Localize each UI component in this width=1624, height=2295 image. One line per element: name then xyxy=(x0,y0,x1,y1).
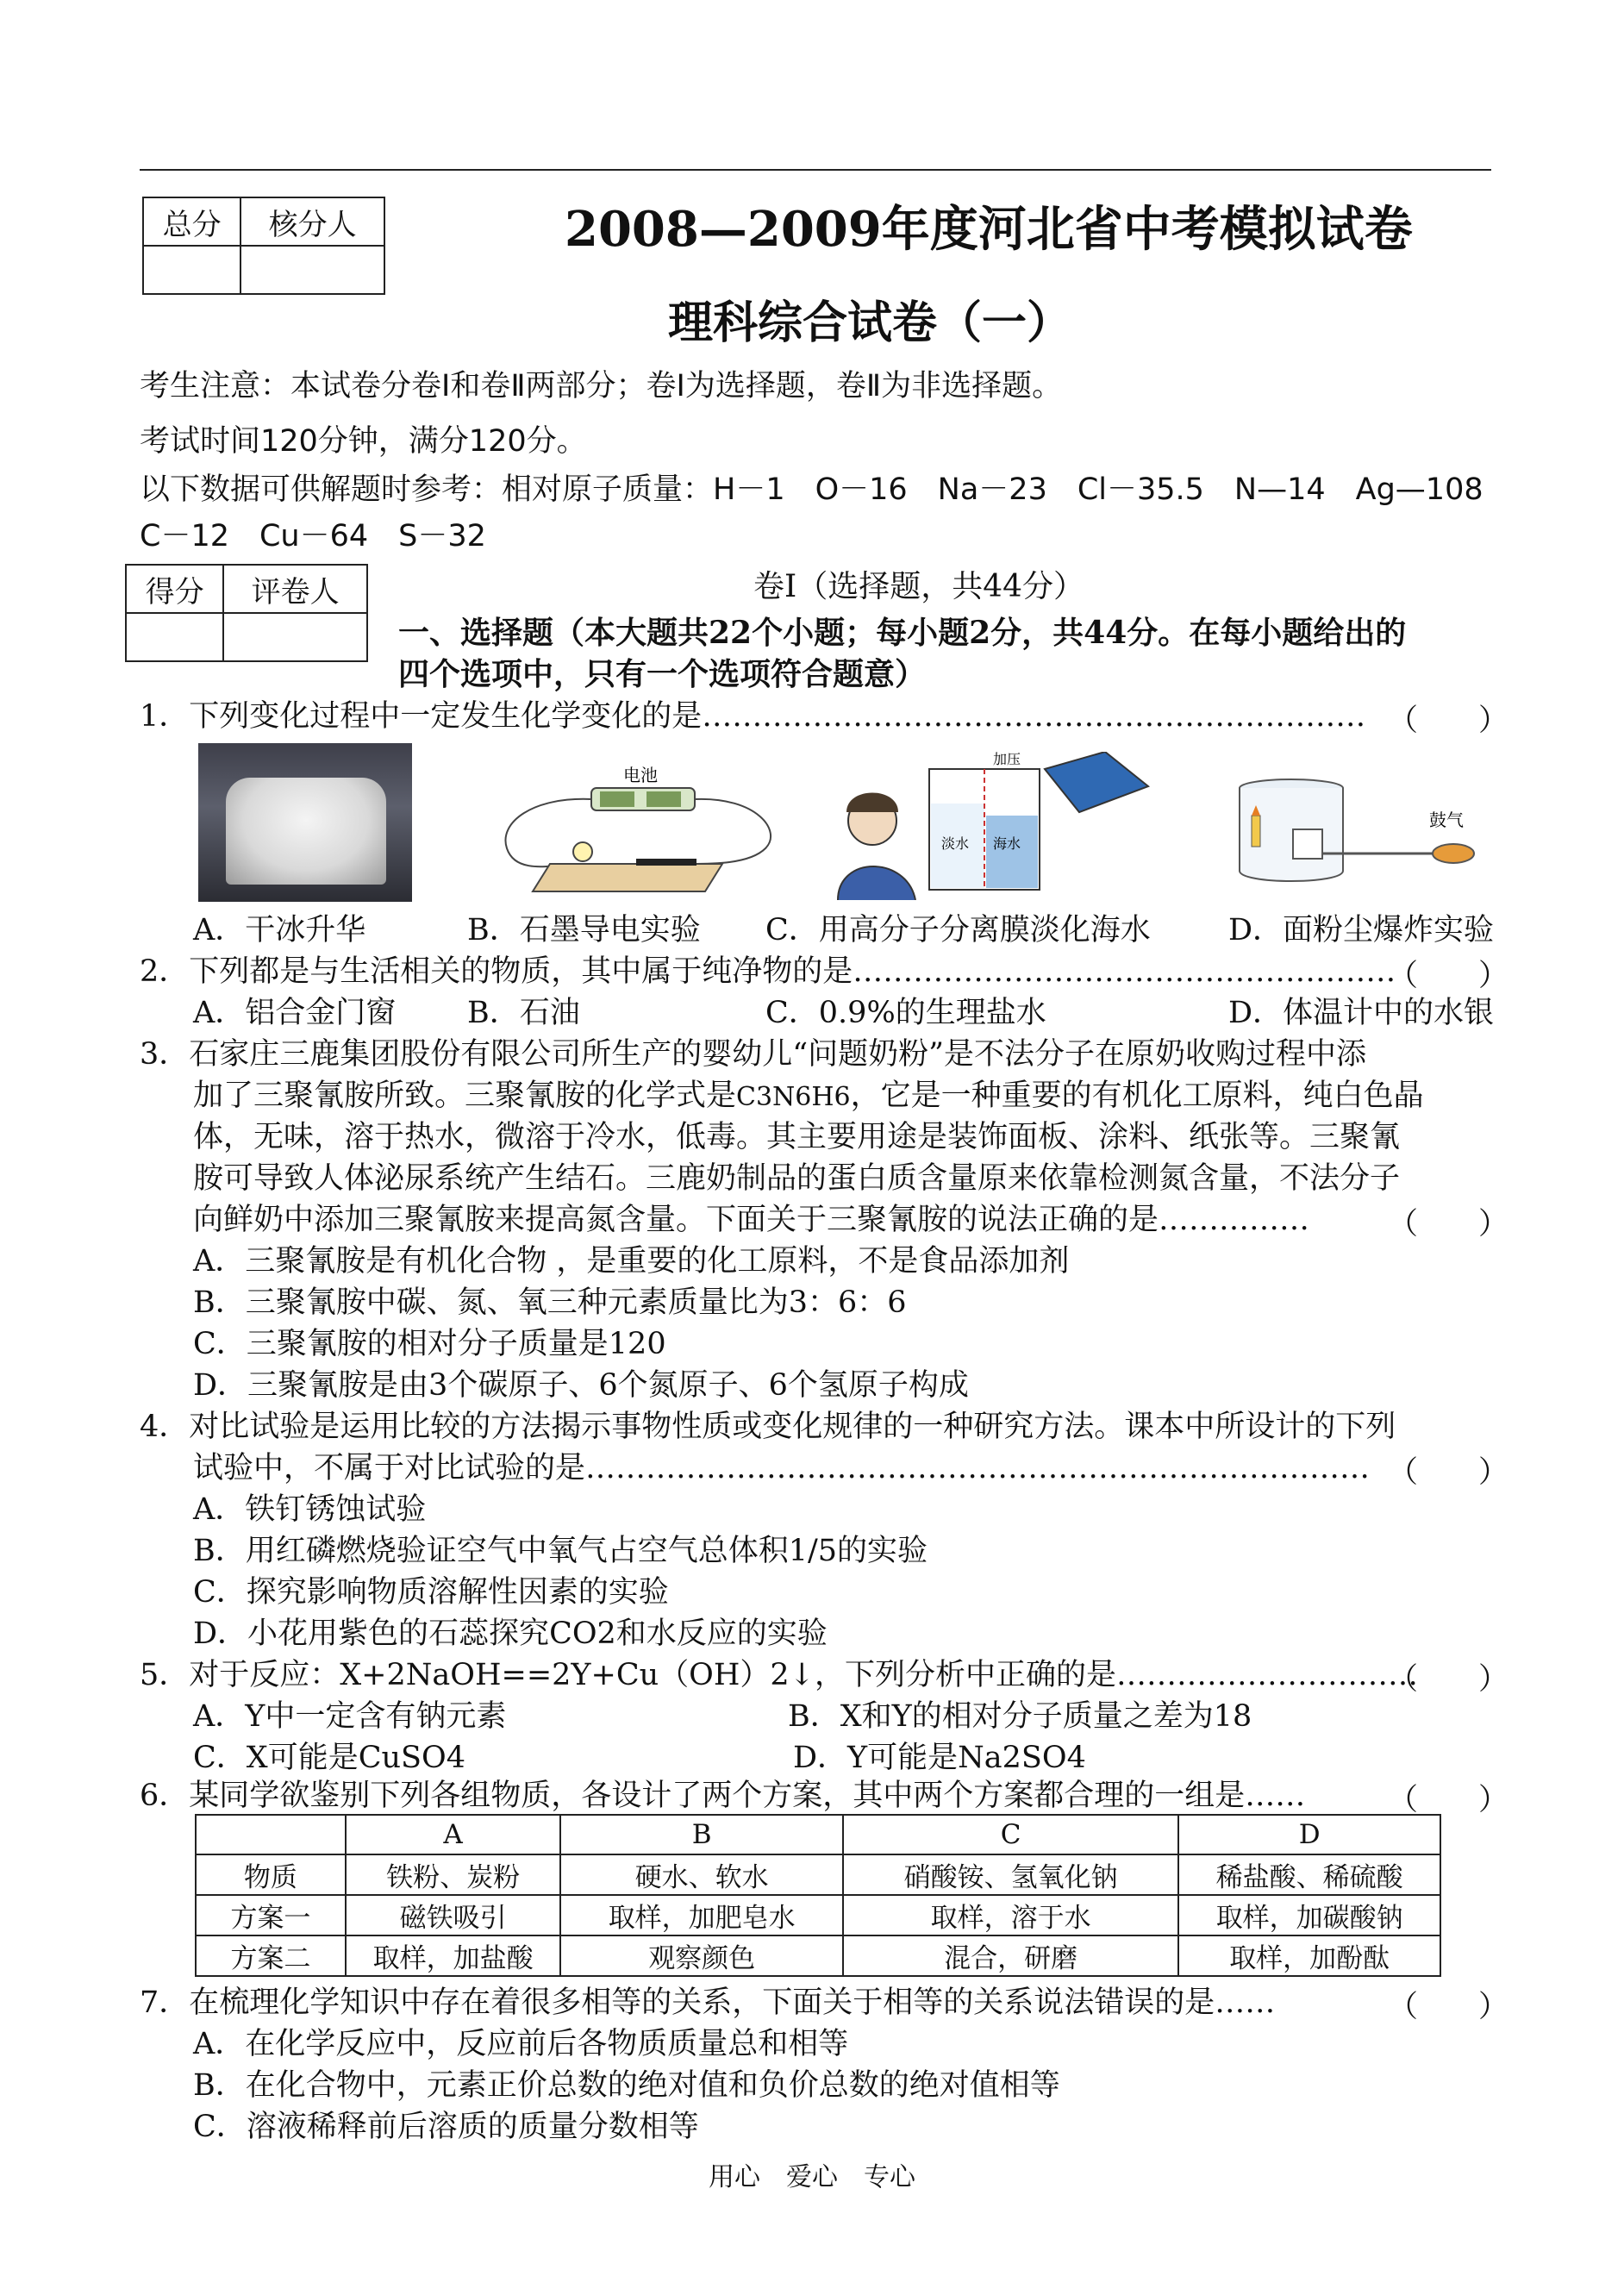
pressure-label: 加压 xyxy=(993,752,1021,767)
header-checker: 核分人 xyxy=(240,197,384,246)
question-3-line-4: 胺可导致人体泌尿系统产生结石。三鹿奶制品的蛋白质含量原来依靠检测氮含量，不法分子 xyxy=(193,1161,1401,1196)
answer-paren-q5[interactable]: （ ） xyxy=(1388,1662,1509,1697)
question-3-line-3: 体，无味，溶于热水，微溶于冷水，低毒。其主要用途是装饰面板、涂料、纸张等。三聚氰 xyxy=(193,1120,1401,1154)
section-desc-2: 四个选项中，只有一个选项符合题意） xyxy=(398,656,927,692)
q4-option-b[interactable]: B．用红磷燃烧验证空气中氧气占空气总体积1/5的实验 xyxy=(193,1534,928,1568)
dry-ice-photo xyxy=(198,743,412,902)
q3-option-d[interactable]: D．三聚氰胺是由3个碳原子、6个氮原子、6个氢原子构成 xyxy=(193,1368,969,1403)
table-header-cell xyxy=(196,1815,346,1854)
q1-option-b[interactable]: B．石墨导电实验 xyxy=(467,913,701,947)
total-score-cell[interactable] xyxy=(143,246,240,294)
q5-option-d[interactable]: D．Y可能是Na2SO4 xyxy=(793,1741,1086,1775)
score-cell[interactable] xyxy=(126,613,223,661)
table-header-cell: B xyxy=(560,1815,843,1854)
sea-water-label: 海水 xyxy=(993,835,1021,852)
table-row xyxy=(196,1935,1440,1976)
table-cell: 磁铁吸引 xyxy=(346,1895,561,1935)
table-cell: 方案一 xyxy=(196,1895,346,1935)
exam-title: 2008—2009年度河北省中考模拟试卷 xyxy=(565,201,1413,258)
exam-subtitle: 理科综合试卷（一） xyxy=(668,297,1072,349)
answer-paren-q4[interactable]: （ ） xyxy=(1388,1455,1509,1490)
table-cell: 铁粉、炭粉 xyxy=(346,1854,561,1895)
table-cell: 硬水、软水 xyxy=(560,1854,843,1895)
table-cell: 取样，加盐酸 xyxy=(346,1935,561,1976)
table-row xyxy=(196,1854,1440,1895)
notice-line-3: 以下数据可供解题时参考：相对原子质量：H－1 O－16 Na－23 Cl－35.5 N—14 Ag—108 xyxy=(140,472,1483,507)
notice-line-1: 考生注意：本试卷分卷Ⅰ和卷Ⅱ两部分；卷Ⅰ为选择题，卷Ⅱ为非选择题。 xyxy=(140,369,1063,403)
q3-text-after-formula: ，它是一种重要的有机化工原料，纯白色晶 xyxy=(850,1079,1424,1113)
page-footer: 用心 爱心 专心 xyxy=(709,2162,915,2192)
table-cell: 方案二 xyxy=(196,1935,346,1976)
question-6-stem: 6．某同学欲鉴别下列各组物质，各设计了两个方案，其中两个方案都合理的一组是…… xyxy=(140,1779,1306,1813)
q1-option-c[interactable]: C．用高分子分离膜淡化海水 xyxy=(765,913,1151,947)
q4-option-c[interactable]: C．探究影响物质溶解性因素的实验 xyxy=(193,1575,669,1610)
header-grader: 评卷人 xyxy=(223,565,367,613)
melamine-formula: C3N6H6 xyxy=(736,1082,851,1112)
question-2-stem: 2．下列都是与生活相关的物质，其中属于纯净物的是……………………………………………… xyxy=(140,954,1396,989)
table-cell: 取样，加碳酸钠 xyxy=(1178,1895,1440,1935)
q2-option-b[interactable]: B．石油 xyxy=(467,996,580,1030)
table-row xyxy=(196,1895,1440,1935)
table-cell: 混合，研磨 xyxy=(843,1935,1178,1976)
q5-option-a[interactable]: A．Y中一定含有钠元素 xyxy=(193,1699,507,1734)
notice-line-4: C－12 Cu－64 S－32 xyxy=(140,519,486,553)
table-cell: 观察颜色 xyxy=(560,1935,843,1976)
q2-option-d[interactable]: D．体温计中的水银 xyxy=(1228,996,1495,1030)
question-7-stem: 7．在梳理化学知识中存在着很多相等的关系，下面关于相等的关系说法错误的是…… xyxy=(140,1985,1276,2020)
answer-paren-q3[interactable]: （ ） xyxy=(1388,1207,1509,1241)
answer-paren-q7[interactable]: （ ） xyxy=(1388,1990,1509,2024)
score-table-section xyxy=(125,564,368,662)
section-desc-1: 一、选择题（本大题共22个小题；每小题2分，共44分。在每小题给出的 xyxy=(398,615,1407,651)
table-cell: 物质 xyxy=(196,1854,346,1895)
header-score: 得分 xyxy=(126,565,223,613)
table-cell: 取样，加酚酞 xyxy=(1178,1935,1440,1976)
q7-option-b[interactable]: B．在化合物中，元素正价总数的绝对值和负价总数的绝对值相等 xyxy=(193,2068,1060,2103)
graphite-circuit-diagram xyxy=(498,762,783,900)
q1-option-a[interactable]: A．干冰升华 xyxy=(193,913,366,947)
header-total-score: 总分 xyxy=(143,197,240,246)
question-4-line-2: 试验中，不属于对比试验的是…………………………………………………………………… xyxy=(193,1451,1371,1485)
q3-text-before-formula: 加了三聚氰胺所致。三聚氰胺的化学式是 xyxy=(193,1079,737,1113)
q5-option-c[interactable]: C．X可能是CuSO4 xyxy=(193,1741,465,1775)
q4-option-d[interactable]: D．小花用紫色的石蕊探究CO2和水反应的实验 xyxy=(193,1617,828,1651)
score-table-total xyxy=(142,197,385,295)
table-cell: 取样，加肥皂水 xyxy=(560,1895,843,1935)
blow-label: 鼓气 xyxy=(1429,810,1464,830)
table-header-row xyxy=(196,1815,1440,1854)
q1-option-d[interactable]: D．面粉尘爆炸实验 xyxy=(1228,913,1495,947)
checker-cell[interactable] xyxy=(240,246,384,294)
flour-explosion-diagram xyxy=(1222,767,1477,897)
table-header-cell: A xyxy=(346,1815,561,1854)
answer-paren-q1[interactable]: （ ） xyxy=(1388,704,1509,738)
q7-option-a[interactable]: A．在化学反应中，反应前后各物质质量总和相等 xyxy=(193,2027,849,2061)
question-3-line-1: 3．石家庄三鹿集团股份有限公司所生产的婴幼儿“问题奶粉”是不法分子在原奶收购过程中添 xyxy=(140,1037,1367,1072)
question-4-line-1: 4．对比试验是运用比较的方法揭示事物性质或变化规律的一种研究方法。课本中所设计的下列 xyxy=(140,1410,1396,1444)
fresh-water-label: 淡水 xyxy=(941,835,970,852)
membrane-desalination-diagram xyxy=(821,752,1157,900)
battery-label: 电池 xyxy=(623,765,658,785)
q5-option-b[interactable]: B．X和Y的相对分子质量之差为18 xyxy=(788,1699,1252,1734)
table-header-cell: C xyxy=(843,1815,1178,1854)
q3-option-c[interactable]: C．三聚氰胺的相对分子质量是120 xyxy=(193,1327,666,1361)
table-cell: 硝酸铵、氢氧化钠 xyxy=(843,1854,1178,1895)
answer-paren-q6[interactable]: （ ） xyxy=(1388,1783,1509,1817)
top-rule xyxy=(140,169,1491,171)
question-5-stem: 5．对于反应：X+2NaOH==2Y+Cu（OH）2↓，下列分析中正确的是………………………… xyxy=(140,1658,1418,1692)
table-header-cell: D xyxy=(1178,1815,1440,1854)
question-3-line-2 xyxy=(193,1076,1424,1117)
answer-paren-q2[interactable]: （ ） xyxy=(1388,959,1509,993)
table-cell: 取样，溶于水 xyxy=(843,1895,1178,1935)
section-title: 卷Ⅰ（选择题，共44分） xyxy=(753,569,1085,604)
q2-option-c[interactable]: C．0.9%的生理盐水 xyxy=(765,996,1046,1030)
table-cell: 稀盐酸、稀硫酸 xyxy=(1178,1854,1440,1895)
question-3-line-5: 向鲜奶中添加三聚氰胺来提高氮含量。下面关于三聚氰胺的说法正确的是…………… xyxy=(193,1203,1310,1237)
q6-plan-table xyxy=(195,1814,1441,1977)
q4-option-a[interactable]: A．铁钉锈蚀试验 xyxy=(193,1492,427,1527)
q3-option-b[interactable]: B．三聚氰胺中碳、氮、氧三种元素质量比为3：6：6 xyxy=(193,1285,907,1320)
grader-cell[interactable] xyxy=(223,613,367,661)
q3-option-a[interactable]: A．三聚氰胺是有机化合物 ，是重要的化工原料，不是食品添加剂 xyxy=(193,1244,1070,1279)
q2-option-a[interactable]: A．铝合金门窗 xyxy=(193,996,397,1030)
question-1-stem: 1．下列变化过程中一定发生化学变化的是………………………………………………………… xyxy=(140,699,1366,734)
q7-option-c[interactable]: C．溶液稀释前后溶质的质量分数相等 xyxy=(193,2110,699,2144)
notice-line-2: 考试时间120分钟，满分120分。 xyxy=(140,424,587,459)
